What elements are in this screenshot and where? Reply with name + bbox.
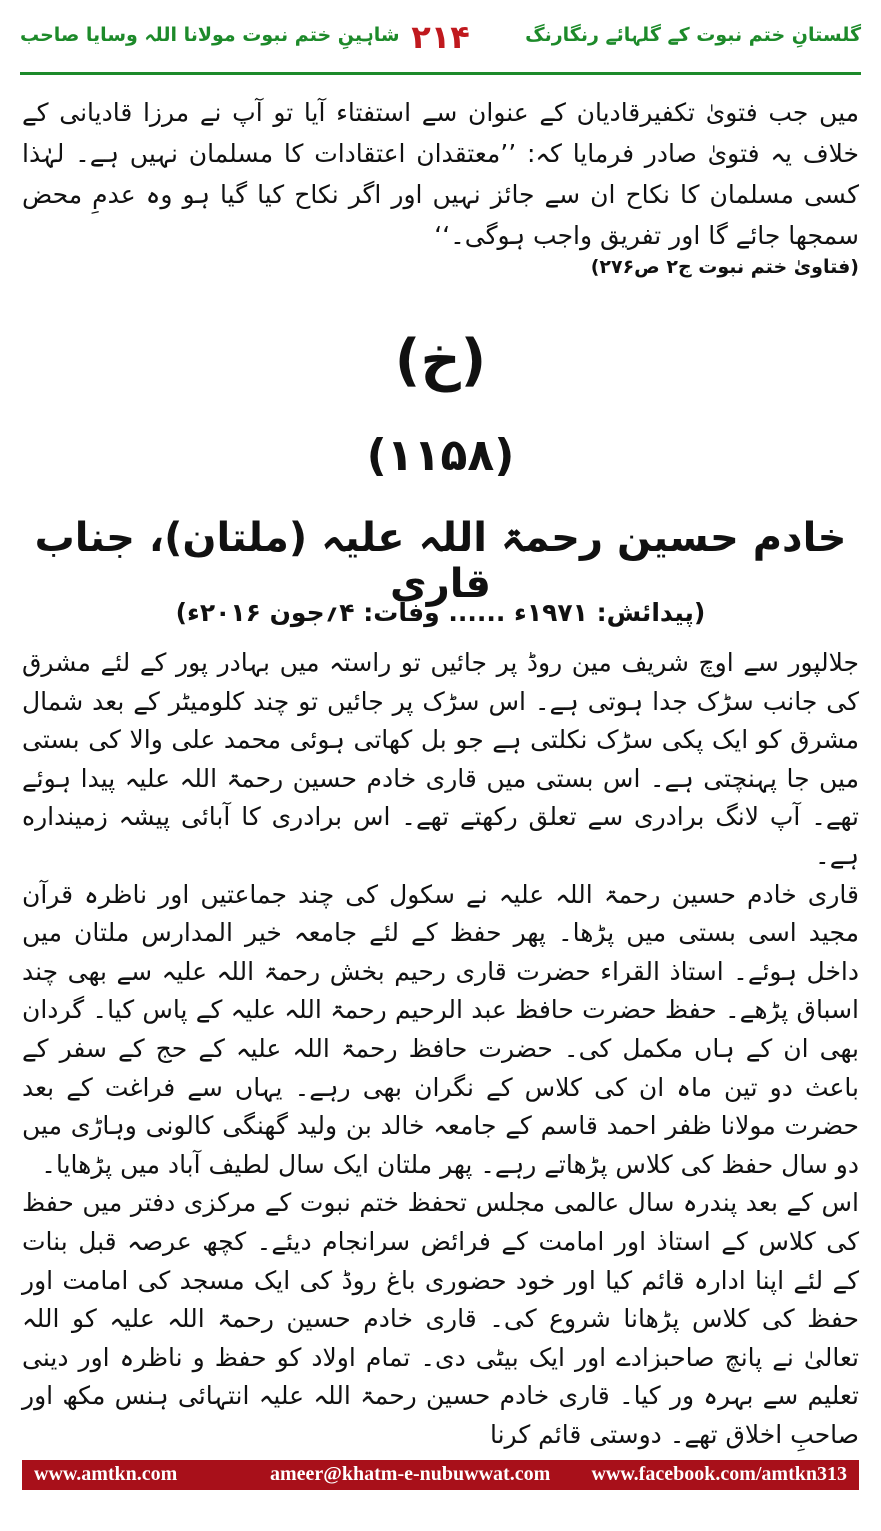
footer-band (22, 1460, 859, 1490)
page-number: ۲۱۴ (411, 18, 470, 56)
intro-paragraph: میں جب فتویٰ تکفیرقادیان کے عنوان سے استفتاء آیا تو آپ نے مرزا قادیانی کے خلاف یہ فتویٰ صادر فرمایا کہ: ’’معتقدان اعتقادات کا مسلمان نہیں ہے۔ لہٰذا کسی مسلمان کا نکاح ان سے جائز نہیں اور اگر نکاح کیا گیا ہو وہ عدمِ محض سمجھا جائے گا اور تفریق واجب ہوگی۔‘‘ (22, 98, 859, 250)
email-link[interactable]: ameer@khatm-e-nubuwwat.com (270, 1463, 551, 1485)
page-header (20, 18, 861, 70)
header-divider (20, 72, 861, 75)
book-title: گلستانِ ختم نبوت کے گلہائے رنگارنگ (525, 24, 861, 46)
fatwa-reference: (فتاویٰ ختم نبوت ج۲ ص۲۷۶) (590, 256, 859, 278)
entry-number: (۱۱۵۸) (366, 430, 515, 481)
facebook-link[interactable]: www.facebook.com/amtkn313 (591, 1463, 847, 1485)
biography-paragraph: قاری خادم حسین رحمۃ اللہ علیہ نے سکول کی چند جماعتیں اور ناظرہ قرآن مجید اسی بستی میں پڑھا۔ پھر حفظ کے لئے جامعہ خیر المدارس ملتان میں داخل ہوئے۔ استاذ القراء حضرت قاری رحیم بخش رحمۃ اللہ علیہ سے بھی چند اسباق پڑھے۔ حفظ حضرت حافظ عبد الرحیم رحمۃ اللہ علیہ کے پاس کیا۔ گردان بھی ان کے ہاں مکمل کی۔ حضرت حافظ رحمۃ اللہ علیہ کے حج کے سفر کے باعث دو تین ماہ ان کی کلاس کے نگران بھی رہے۔ یہاں سے فراغت کے بعد حضرت مولانا ظفر احمد قاسم کے جامعہ خالد بن ولید گھنگی کالونی وہاڑی میں دو سال حفظ کی کلاس پڑھاتے رہے۔ پھر ملتان ایک سال لطیف آباد میں پڑھایا۔ (22, 879, 859, 1179)
entry-name-heading: خادم حسین رحمۃ اللہ علیہ (ملتان)، جناب قاری (34, 515, 847, 607)
section-letter: (خ) (394, 328, 487, 393)
biography-paragraph: اس کے بعد پندرہ سال عالمی مجلس تحفظ ختم نبوت کے مرکزی دفتر میں حفظ کی کلاس کے استاذ اور امامت کے فرائض سرانجام دیئے۔ کچھ عرصہ قبل بنات کے لئے اپنا ادارہ قائم کیا اور خود حضوری باغ روڈ کی ایک مسجد کی امامت اور حفظ کی کلاس پڑھانا شروع کی۔ قاری خادم حسین رحمۃ اللہ علیہ کو اللہ تعالیٰ نے پانچ صاحبزادے اور ایک بیٹی دی۔ تمام اولاد کو حفظ و ناظرہ اور دینی تعلیم سے بہرہ ور کیا۔ قاری خادم حسین رحمۃ اللہ علیہ انتہائی ہنس مکھ اور صاحبِ اخلاق تھے۔ دوستی قائم کرنا (22, 1188, 859, 1449)
website-link[interactable]: www.amtkn.com (34, 1463, 178, 1485)
biography-paragraph: جلالپور سے اوچ شریف مین روڈ پر جائیں تو راستہ میں بہادر پور کے لئے مشرق کی جانب سڑک جدا ہوتی ہے۔ اس سڑک پر جائیں تو چند کلومیٹر کے بعد شمال مشرق کو ایک پکی سڑک نکلتی ہے جو بل کھاتی ہوئی محمد علی والا کی بستی میں جا پہنچتی ہے۔ اس بستی میں قاری خادم حسین رحمۃ اللہ علیہ پیدا ہوئے تھے۔ آپ لانگ برادری سے تعلق رکھتے تھے۔ اس برادری کا آبائی پیشہ زمینداره ہے۔ (22, 648, 859, 870)
series-title: شاہینِ ختم نبوت مولانا اللہ وسایا صاحب (20, 24, 400, 46)
biography-text (22, 644, 859, 1454)
birth-death-dates: (پیدائش: ۱۹۷۱ء ...... وفات: ۴؍جون ۲۰۱۶ء) (175, 598, 706, 627)
